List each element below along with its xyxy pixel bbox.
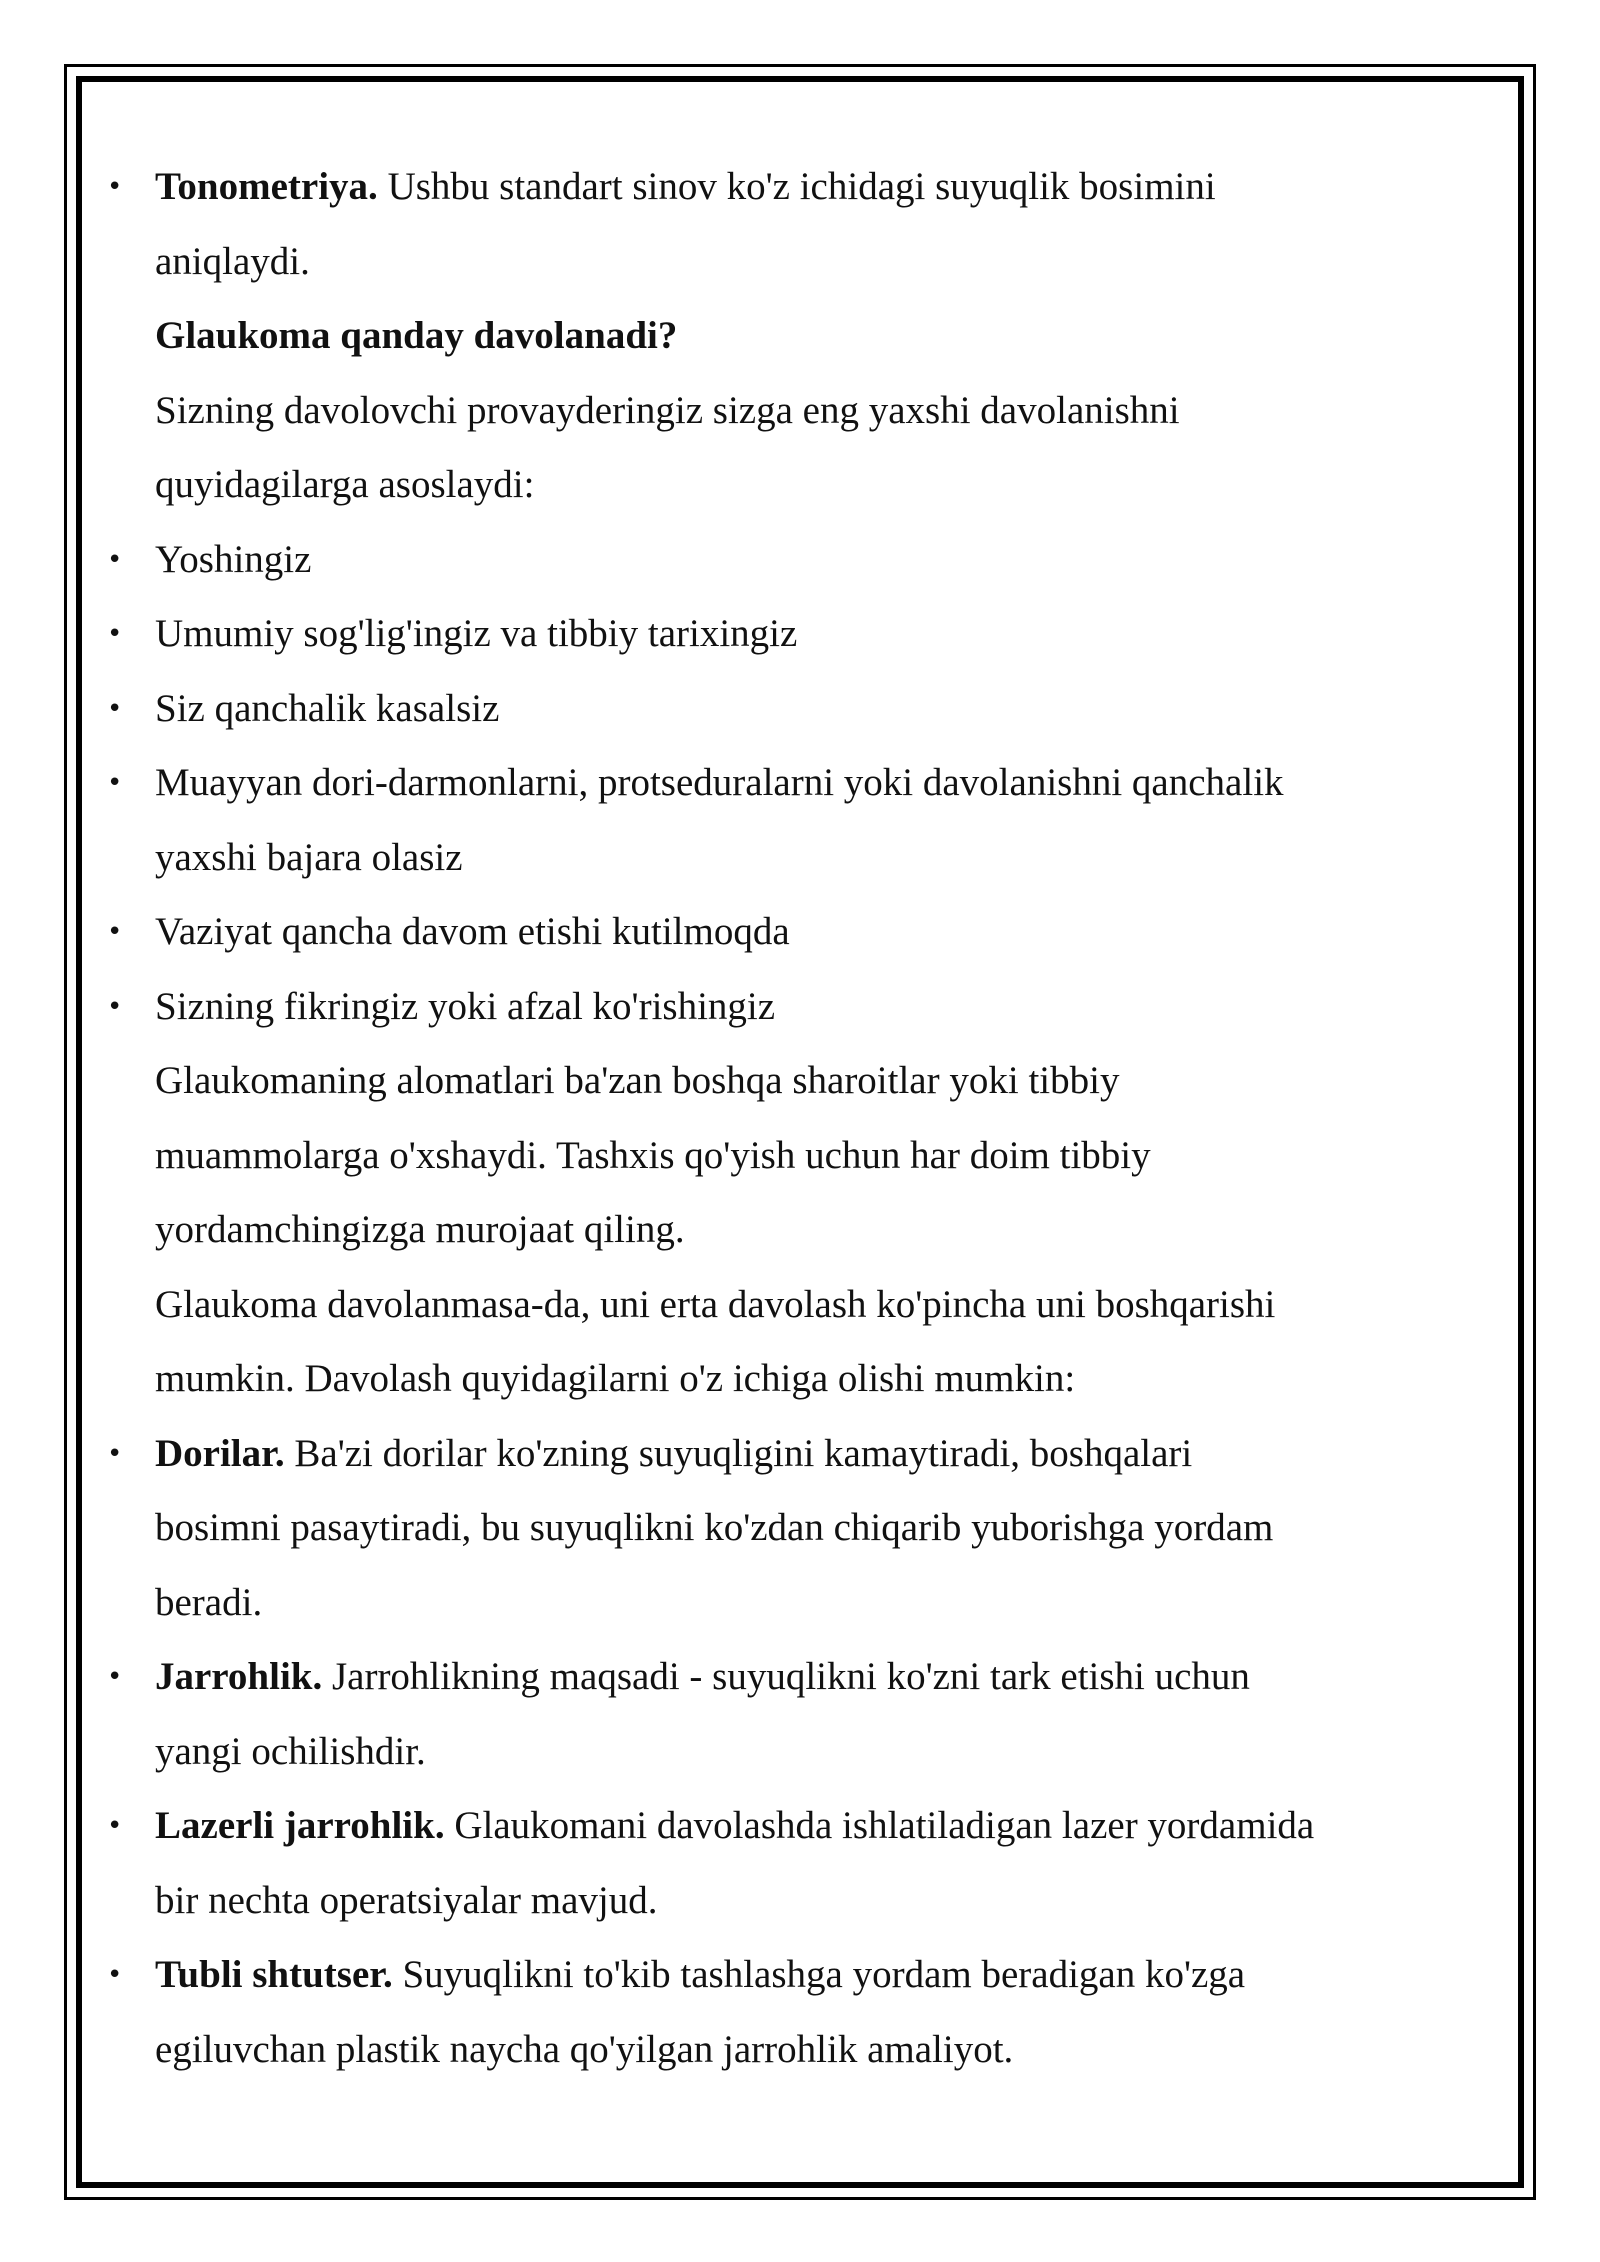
line-text: quyidagilarga asoslaydi:: [155, 463, 535, 506]
text-line: [155, 225, 1455, 300]
text-line: [155, 1491, 1455, 1566]
line-text: Sizning fikringiz yoki afzal ko'rishingiz: [155, 984, 776, 1028]
text-line: [155, 821, 1455, 896]
line-text: beradi.: [155, 1580, 263, 1624]
bullet-list-item: [107, 523, 1455, 598]
bold-term: Glaukoma qanday davolanadi?: [155, 314, 678, 357]
bullet-list-item: [107, 597, 1455, 672]
text-line: [155, 1268, 1455, 1343]
line-text: yaxshi bajara olasiz: [155, 835, 463, 879]
text-line: [155, 1864, 1455, 1939]
line-text: bir nechta operatsiyalar mavjud.: [155, 1878, 658, 1922]
text-line: [155, 1193, 1455, 1268]
line-text: Ushbu standart sinov ko'z ichidagi suyuqlik bosimini: [377, 165, 1216, 208]
bullet-list-item: [107, 895, 1455, 970]
text-line: [155, 1119, 1455, 1194]
bold-term: Dorilar.: [155, 1431, 285, 1475]
bullet-icon: •: [107, 768, 123, 798]
bullet-icon: •: [107, 1438, 123, 1469]
line-text: Siz qanchalik kasalsiz: [155, 686, 500, 730]
bullet-list-item: [107, 1417, 1455, 1492]
bullet-icon: •: [107, 619, 123, 649]
line-text: Yoshingiz: [155, 537, 312, 581]
line-text: yordamchingizga murojaat qiling.: [155, 1208, 685, 1251]
text-line: [155, 1715, 1455, 1790]
line-text: Vaziyat qancha davom etishi kutilmoqda: [155, 910, 790, 953]
bold-term: Jarrohlik.: [155, 1655, 323, 1698]
bold-term: Tonometriya.: [155, 165, 378, 208]
bullet-list-item: [107, 1640, 1455, 1715]
text-line: [155, 448, 1455, 523]
bullet-list-item: [107, 672, 1455, 747]
line-text: Muayyan dori-darmonlarni, protseduralarni yoki davolanishni qanchalik: [155, 761, 1284, 804]
line-text: Glaukomani davolashda ishlatiladigan lazer yordamida: [444, 1804, 1315, 1847]
line-text: aniqlaydi.: [155, 239, 310, 283]
bullet-list-item: [107, 150, 1455, 225]
text-line: [155, 1044, 1455, 1119]
text-line: [155, 374, 1455, 449]
bullet-list-item: [107, 746, 1455, 821]
text-line: [155, 1342, 1455, 1417]
line-text: Ba'zi dorilar ko'zning suyuqligini kamaytiradi, boshqalari: [284, 1431, 1193, 1475]
bullet-icon: •: [107, 917, 123, 947]
line-text: muammolarga o'xshaydi. Tashxis qo'yish uchun har doim tibbiy: [155, 1133, 1151, 1177]
line-text: yangi ochilishdir.: [155, 1729, 426, 1773]
bullet-icon: •: [107, 544, 123, 575]
line-text: bosimni pasaytiradi, bu suyuqlikni ko'zdan chiqarib yuborishga yordam: [155, 1506, 1274, 1549]
line-text: Glaukoma davolanmasa-da, uni erta davolash ko'pincha uni boshqarishi: [155, 1282, 1276, 1326]
line-text: Glaukomaning alomatlari ba'zan boshqa sharoitlar yoki tibbiy: [155, 1059, 1120, 1102]
text-line: [155, 2013, 1455, 2088]
line-text: Suyuqlikni to'kib tashlashga yordam beradigan ko'zga: [392, 1953, 1246, 1996]
text-line: [155, 299, 1455, 374]
bullet-list-item: [107, 1789, 1455, 1864]
bullet-icon: •: [107, 1960, 123, 1990]
bullet-list-item: [107, 1938, 1455, 2013]
line-text: Jarrohlikning maqsadi - suyuqlikni ko'zni tark etishi uchun: [322, 1655, 1250, 1698]
bold-term: Lazerli jarrohlik.: [155, 1804, 445, 1847]
line-text: egiluvchan plastik naycha qo'yilgan jarrohlik amaliyot.: [155, 2027, 1014, 2071]
line-text: mumkin. Davolash quyidagilarni o'z ichiga olishi mumkin:: [155, 1357, 1076, 1400]
bold-term: Tubli shtutser.: [155, 1953, 393, 1996]
bullet-icon: •: [107, 172, 123, 202]
bullet-icon: •: [107, 1662, 123, 1692]
document-body: [107, 150, 1455, 2087]
line-text: Sizning davolovchi provayderingiz sizga eng yaxshi davolanishni: [155, 388, 1180, 432]
text-line: [155, 1566, 1455, 1641]
line-text: Umumiy sog'lig'ingiz va tibbiy tarixingiz: [155, 612, 798, 655]
bullet-icon: •: [107, 991, 123, 1022]
bullet-icon: •: [107, 1811, 123, 1841]
bullet-list-item: [107, 970, 1455, 1045]
bullet-icon: •: [107, 693, 123, 724]
